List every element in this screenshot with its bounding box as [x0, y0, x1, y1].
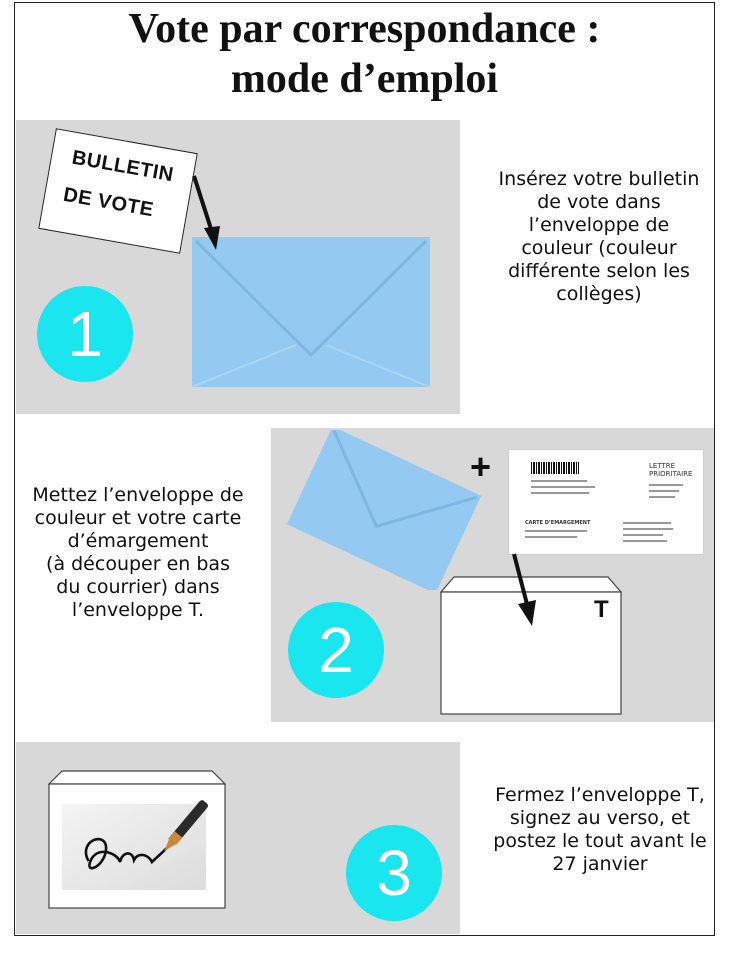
stamp-line: LETTRE: [649, 462, 676, 470]
step-2-text-line: Mettez l’enveloppe de: [32, 484, 244, 506]
t-envelope-label: T: [594, 596, 609, 623]
step-2-text-line: l’enveloppe T.: [71, 599, 205, 621]
step-3-text-line: signez au verso, et: [509, 807, 691, 829]
stamp-text: [649, 462, 692, 478]
step-2-text-line: d’émargement: [67, 530, 209, 552]
step-2-instructions: [14, 484, 262, 622]
step-1-text-line: Insérez votre bulletin: [498, 168, 700, 190]
step-1-text-line: l’enveloppe de: [528, 214, 670, 236]
colored-envelope-icon: [192, 237, 430, 387]
emargement-heading: CARTE D’EMARGEMENT: [525, 520, 591, 526]
step-3-instructions: [472, 784, 728, 876]
page-title-line-2: mode d’emploi: [230, 56, 499, 102]
step-1-text-line: différente selon les: [508, 260, 690, 282]
emargement-card: [508, 449, 704, 555]
ballot-card-line-1: BULLETIN: [70, 146, 176, 187]
step-2-number-badge: 2: [288, 602, 384, 698]
arrow-down-icon: [504, 550, 544, 630]
ballot-card-line-2: DE VOTE: [61, 183, 156, 222]
step-1-text-line: couleur (couleur: [521, 237, 677, 259]
step-2-text-line: (à découper en bas: [46, 553, 230, 575]
step-2-text-line: du courrier) dans: [56, 576, 220, 598]
tilted-envelope-icon: [286, 430, 482, 590]
step-1-text-line: de vote dans: [537, 191, 661, 213]
page-title-line-1: Vote par correspondance :: [128, 6, 601, 52]
step-3-number-badge: 3: [346, 825, 442, 921]
stamp-line: PRIORITAIRE: [649, 470, 693, 478]
plus-icon: +: [470, 446, 492, 487]
barcode-icon: [531, 462, 579, 474]
step-1-text-line: collèges): [556, 283, 642, 305]
step-1-number-badge: 1: [37, 286, 133, 382]
step-3-text-line: Fermez l’enveloppe T,: [495, 784, 705, 806]
step-2-text-line: couleur et votre carte: [34, 507, 242, 529]
arrow-down-icon: [186, 170, 226, 254]
signed-envelope-icon: [48, 770, 226, 910]
step-3-text-line: postez le tout avant le: [493, 830, 707, 852]
step-3-text-line: 27 janvier: [552, 853, 648, 875]
step-1-instructions: [470, 168, 728, 306]
